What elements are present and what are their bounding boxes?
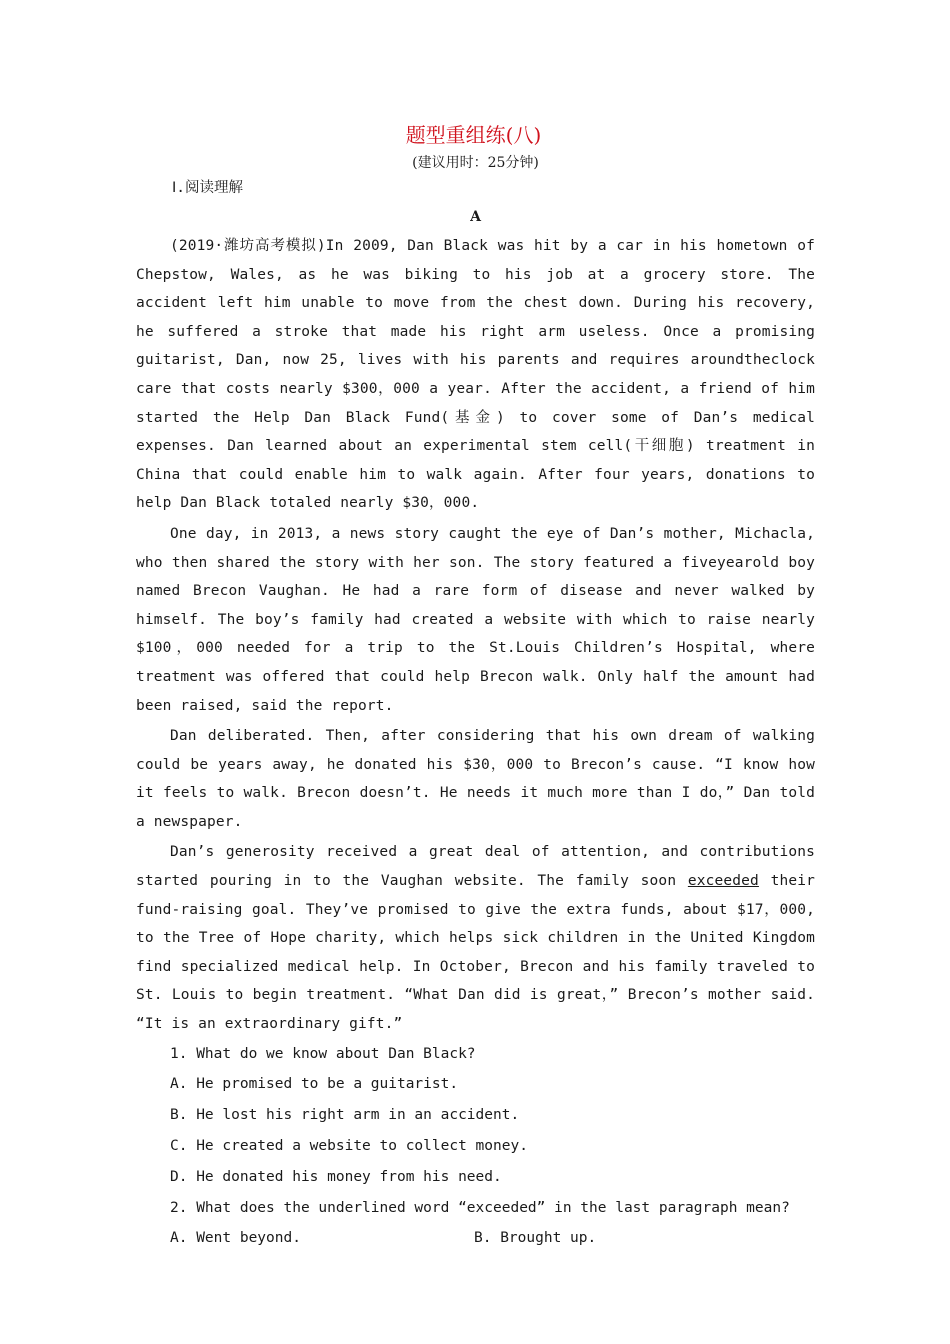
question-1-option-c: C. He created a website to collect money. [170,1138,528,1155]
question-1 [136,1039,815,1193]
time-suggestion: (建议用时：25分钟) [412,155,539,171]
question-2-stem: 2. What does the underlined word “exceeded” in the last paragraph mean? [170,1199,790,1216]
question-1-option-d: D. He donated his money from his need. [170,1168,502,1185]
question-2-option-a: A. Went beyond. [170,1230,301,1247]
question-1-option-a: A. He promised to be a guitarist. [170,1076,459,1093]
question-2-option-b: B. Brought up. [474,1230,597,1247]
passage-paragraph-4 [136,838,815,1038]
question-1-option-b: B. He lost his right arm in an accident. [170,1107,520,1124]
paragraph-4-text-start: Dan’s generosity received a great deal of attention, and contributions started pouring in to the Vaughan website. The family soon [136,844,815,890]
passage-paragraph-3: Dan deliberated. Then, after considering that his own dream of walking could be years away, he donated his $30，000 to Brecon’s cause. “I know how it feels to walk. Brecon doesn’t. He needs it much more than I do，” Dan told a newspaper. [136,728,815,830]
paragraph-4-text-end: their fund-raising goal. They’ve promised to give the extra funds, about $17，000, to the Tree of Hope charity, which helps sick children in the United Kingdom find specialized medical help. In October, Brecon and his family traveled to St. Louis to begin treatment. “What Dan did is great，” Brecon’s mother said. “It is an extraordinary gift.” [136,873,815,1033]
passage-paragraph-2: One day, in 2013, a news story caught the eye of Dan’s mother, Michacla, who then shared the story with her son. The story featured a fiveyearold boy named Brecon Vaughan. He had a rare form of disease and never walked by himself. The boy’s family had created a website with which to raise nearly $100，000 needed for a trip to the St.Louis Children’s Hospital, where treatment was offered that could help Brecon walk. Only half the amount had been raised, said the report. [136,525,815,714]
question-2-options [136,1223,815,1254]
question-2 [136,1193,815,1255]
underlined-word: exceeded [687,873,759,890]
question-1-stem: 1. What do we know about Dan Black? [170,1045,476,1062]
passage-paragraph-1: (2019·潍坊高考模拟)In 2009, Dan Black was hit by a car in his hometown of Chepstow, Wales, as he was biking to his job at a grocery store. The accident left him unable to move from the chest down. During his recovery, he suffered a stroke that made his right arm useless. Once a promising guitarist, Dan, now 25, lives with his parents and requires aroundtheclock care that costs nearly $300，000 a year. After the accident, a friend of him started the Help Dan Black Fund(基金) to cover some of Dan’s medical expenses. Dan learned about an experimental stem cell(干细胞) treatment in China that could enable him to walk again. After four years, donations to help Dan Black totaled nearly $30，000. [136,238,815,512]
document-page [136,118,815,1254]
page-title: 题型重组练(八) [405,123,542,147]
part-label: A [470,209,481,225]
section-heading: Ⅰ.阅读理解 [172,180,244,196]
